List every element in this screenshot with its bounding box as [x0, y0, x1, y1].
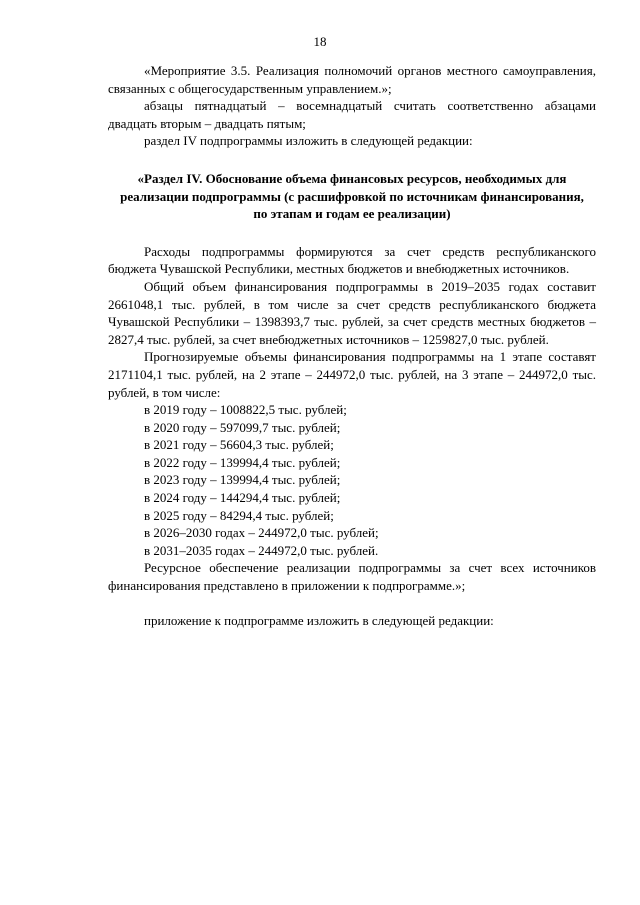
paragraph-appendix-intro: приложение к подпрограмме изложить в следующей редакции:: [144, 612, 494, 628]
list-item: в 2023 году – 139994,4 тыс. рублей;: [144, 472, 341, 488]
list-item: в 2025 году – 84294,4 тыс. рублей;: [144, 507, 334, 523]
section-heading: «Раздел IV. Обоснование объема финансовых ресурсов, необходимых для реализации подпрограммы (с расшифровкой по источникам финансирования, по этапам и годам ее реализации): [120, 170, 584, 222]
paragraph-resource-provision: Ресурсное обеспечение реализации подпрограммы за счет всех источников финансирования представлено в приложении к подпрограмме.»;: [108, 560, 596, 594]
paragraph-renumber: абзацы пятнадцатый – восемнадцатый считать соответственно абзацами двадцать вторым – двадцать пятым;: [108, 98, 596, 131]
page-number: 18: [313, 34, 327, 49]
list-item: в 2024 году – 144294,4 тыс. рублей;: [144, 490, 341, 506]
paragraph-expenses: Расходы подпрограммы формируются за счет средств республиканского бюджета Чувашской Республики, местных бюджетов и внебюджетных источников.: [108, 243, 596, 277]
list-item: в 2026–2030 годах – 244972,0 тыс. рублей;: [144, 525, 379, 541]
list-item: в 2022 году – 139994,4 тыс. рублей;: [144, 454, 341, 470]
list-item: в 2021 году – 56604,3 тыс. рублей;: [144, 437, 334, 453]
document-body: [108, 62, 596, 629]
list-item: в 2020 году – 597099,7 тыс. рублей;: [144, 419, 341, 435]
year-list: [108, 401, 596, 559]
list-item: в 2019 году – 1008822,5 тыс. рублей;: [144, 402, 347, 418]
paragraph-measure-3-5: «Мероприятие 3.5. Реализация полномочий органов местного самоуправления, связанных с общегосударственным управлением.»;: [108, 63, 596, 96]
paragraph-forecast: Прогнозируемые объемы финансирования подпрограммы на 1 этапе составят 2171104,1 тыс. рублей, на 2 этапе – 244972,0 тыс. рублей, на 3 этапе – 244972,0 тыс. рублей, в том числе:: [108, 349, 596, 400]
spacer: [108, 595, 596, 612]
paragraph-total-volume: Общий объем финансирования подпрограммы в 2019–2035 годах составит 2661048,1 тыс. рублей, в том числе за счет средств республиканского бюджета Чувашской Республики – 1398393,7 тыс. рублей, за счет средств местных бюджетов – 2827,4 тыс. рублей, за счет внебюджетных источников – 1259827,0 тыс. рублей.: [108, 278, 596, 347]
list-item: в 2031–2035 годах – 244972,0 тыс. рублей.: [144, 542, 379, 558]
paragraph-section-intro: раздел IV подпрограммы изложить в следующей редакции:: [144, 133, 473, 149]
